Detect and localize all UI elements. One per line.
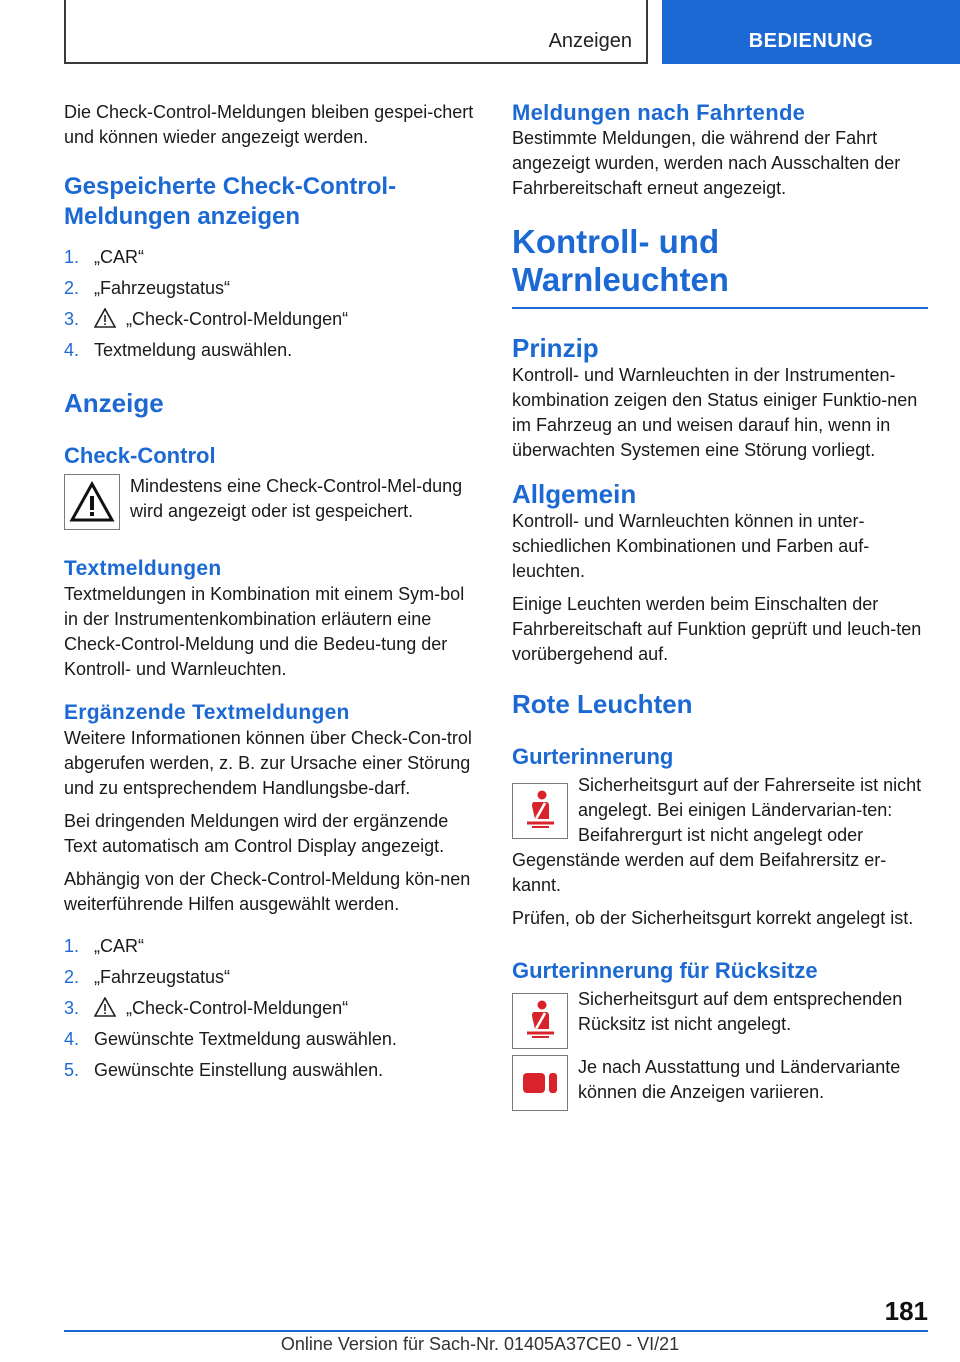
list-item: 4. Textmeldung auswählen. (64, 340, 293, 360)
heading-allgemein: Allgemein (512, 479, 637, 509)
page-number: 181 (884, 1296, 928, 1326)
list-item: 3. „Check-Control-Meldungen“ (64, 309, 349, 329)
check-control-row (64, 474, 478, 530)
prinzip-text: Kontroll- und Warnleuchten in der Instrumenten-kombination zeigen den Status einiger Funktio-nen im Fahrzeug an und weisen darauf hin, wenn in überwachten Systemen eine Störung vorliegt. (512, 365, 918, 460)
list-item: 3. „Check-Control-Meldungen“ (64, 998, 349, 1018)
list-item: 1. „CAR“ (64, 936, 144, 956)
footer-text: Online Version für Sach-Nr. 01405A37CE0 - VI/21 (280, 1334, 680, 1354)
left-column (64, 100, 478, 1086)
heading-textmeldungen: Textmeldungen (64, 557, 222, 580)
steps-list-2 (64, 931, 478, 1086)
seatbelt-icon (512, 783, 568, 839)
list-item: 5. Gewünschte Einstellung auswählen. (64, 1060, 384, 1080)
list-item: 1. „CAR“ (64, 247, 144, 267)
check-control-warning-icon (64, 474, 120, 530)
ergaenzende-text-1: Weitere Informationen können über Check-Con-trol abgerufen werden, z. B. zur Ursache einer Störung und zu entsprechendem Handlungsbe-darf. (64, 728, 472, 798)
header-chapter-title: BEDIENUNG (748, 30, 874, 52)
ergaenzende-text-2: Bei dringenden Meldungen wird der ergänzende Text automatisch am Control Display angezeigt. (64, 811, 449, 856)
rear-seat-indicator-icon (512, 1055, 568, 1111)
warning-icon (94, 997, 116, 1017)
gurterinnerung-text-2: Prüfen, ob der Sicherheitsgurt korrekt angelegt ist. (512, 908, 914, 928)
heading-anzeige: Anzeige (64, 388, 164, 418)
ruecksitze-text: Sicherheitsgurt auf dem entsprechenden Rücksitz ist nicht angelegt. (578, 989, 903, 1034)
heading-rule (512, 307, 928, 309)
allgemein-text-1: Kontroll- und Warnleuchten können in unter-schiedlichen Kombinationen und Farben auf-leuchten. (512, 511, 870, 581)
list-item: 2. „Fahrzeugstatus“ (64, 967, 231, 987)
heading-ergaenzende: Ergänzende Textmeldungen (64, 701, 350, 724)
heading-check-control: Check-Control (64, 443, 216, 468)
ruecksitze-row (512, 987, 928, 1049)
heading-stored-messages: Gespeicherte Check-Control-Meldungen anzeigen (64, 173, 397, 230)
heading-gurterinnerung-ruecksitze: Gurterinnerung für Rücksitze (512, 958, 818, 983)
gurterinnerung-text-cont: Gegenstände werden auf dem Beifahrersitz er-kannt. (512, 850, 887, 895)
ergaenzende-text-3: Abhängig von der Check-Control-Meldung kön-nen weiterführende Hilfen ausgewählt werden. (64, 869, 471, 914)
heading-meldungen-fahrtende: Meldungen nach Fahrtende (512, 100, 806, 125)
gurterinnerung-text: Sicherheitsgurt auf der Fahrerseite ist nicht angelegt. Bei einigen Ländervarian-ten: Beifahrergurt ist nicht angelegt oder (578, 775, 922, 845)
heading-kontroll-warnleuchten: Kontroll- und Warnleuchten (512, 223, 729, 298)
right-column (512, 100, 928, 1111)
steps-list-1 (64, 242, 478, 366)
gurterinnerung-row (512, 773, 928, 848)
footer-rule (64, 1330, 928, 1332)
rear-seatbelt-icon (512, 993, 568, 1049)
list-item: 4. Gewünschte Textmeldung auswählen. (64, 1029, 397, 1049)
heading-prinzip: Prinzip (512, 333, 599, 363)
list-item: 2. „Fahrzeugstatus“ (64, 278, 231, 298)
check-control-text: Mindestens eine Check-Control-Mel-dung wird angezeigt oder ist gespeichert. (130, 476, 463, 521)
heading-gurterinnerung: Gurterinnerung (512, 744, 674, 769)
warning-icon (94, 308, 116, 328)
header-section-box (64, 0, 648, 64)
intro-text: Die Check-Control-Meldungen bleiben gespei-chert und können wieder angezeigt werden. (64, 102, 474, 147)
ruecksitze-text-2: Je nach Ausstattung und Ländervariante können die Anzeigen variieren. (578, 1057, 901, 1102)
allgemein-text-2: Einige Leuchten werden beim Einschalten der Fahrbereitschaft auf Funktion geprüft und leuch-ten vorübergehend auf. (512, 594, 922, 664)
header-chapter-tab (662, 0, 960, 64)
heading-rote-leuchten: Rote Leuchten (512, 689, 693, 719)
header-section-title: Anzeigen (548, 30, 632, 52)
fahrtende-text: Bestimmte Meldungen, die während der Fahrt angezeigt wurden, werden nach Ausschalten der Fahrbereitschaft erneut angezeigt. (512, 128, 901, 198)
ruecksitze-row-2 (512, 1055, 928, 1111)
textmeldungen-text: Textmeldungen in Kombination mit einem Sym-bol in der Instrumentenkombination erläutern eine Check-Control-Meldung und die Bedeu-tung der Kontroll- und Warnleuchten. (64, 584, 465, 679)
